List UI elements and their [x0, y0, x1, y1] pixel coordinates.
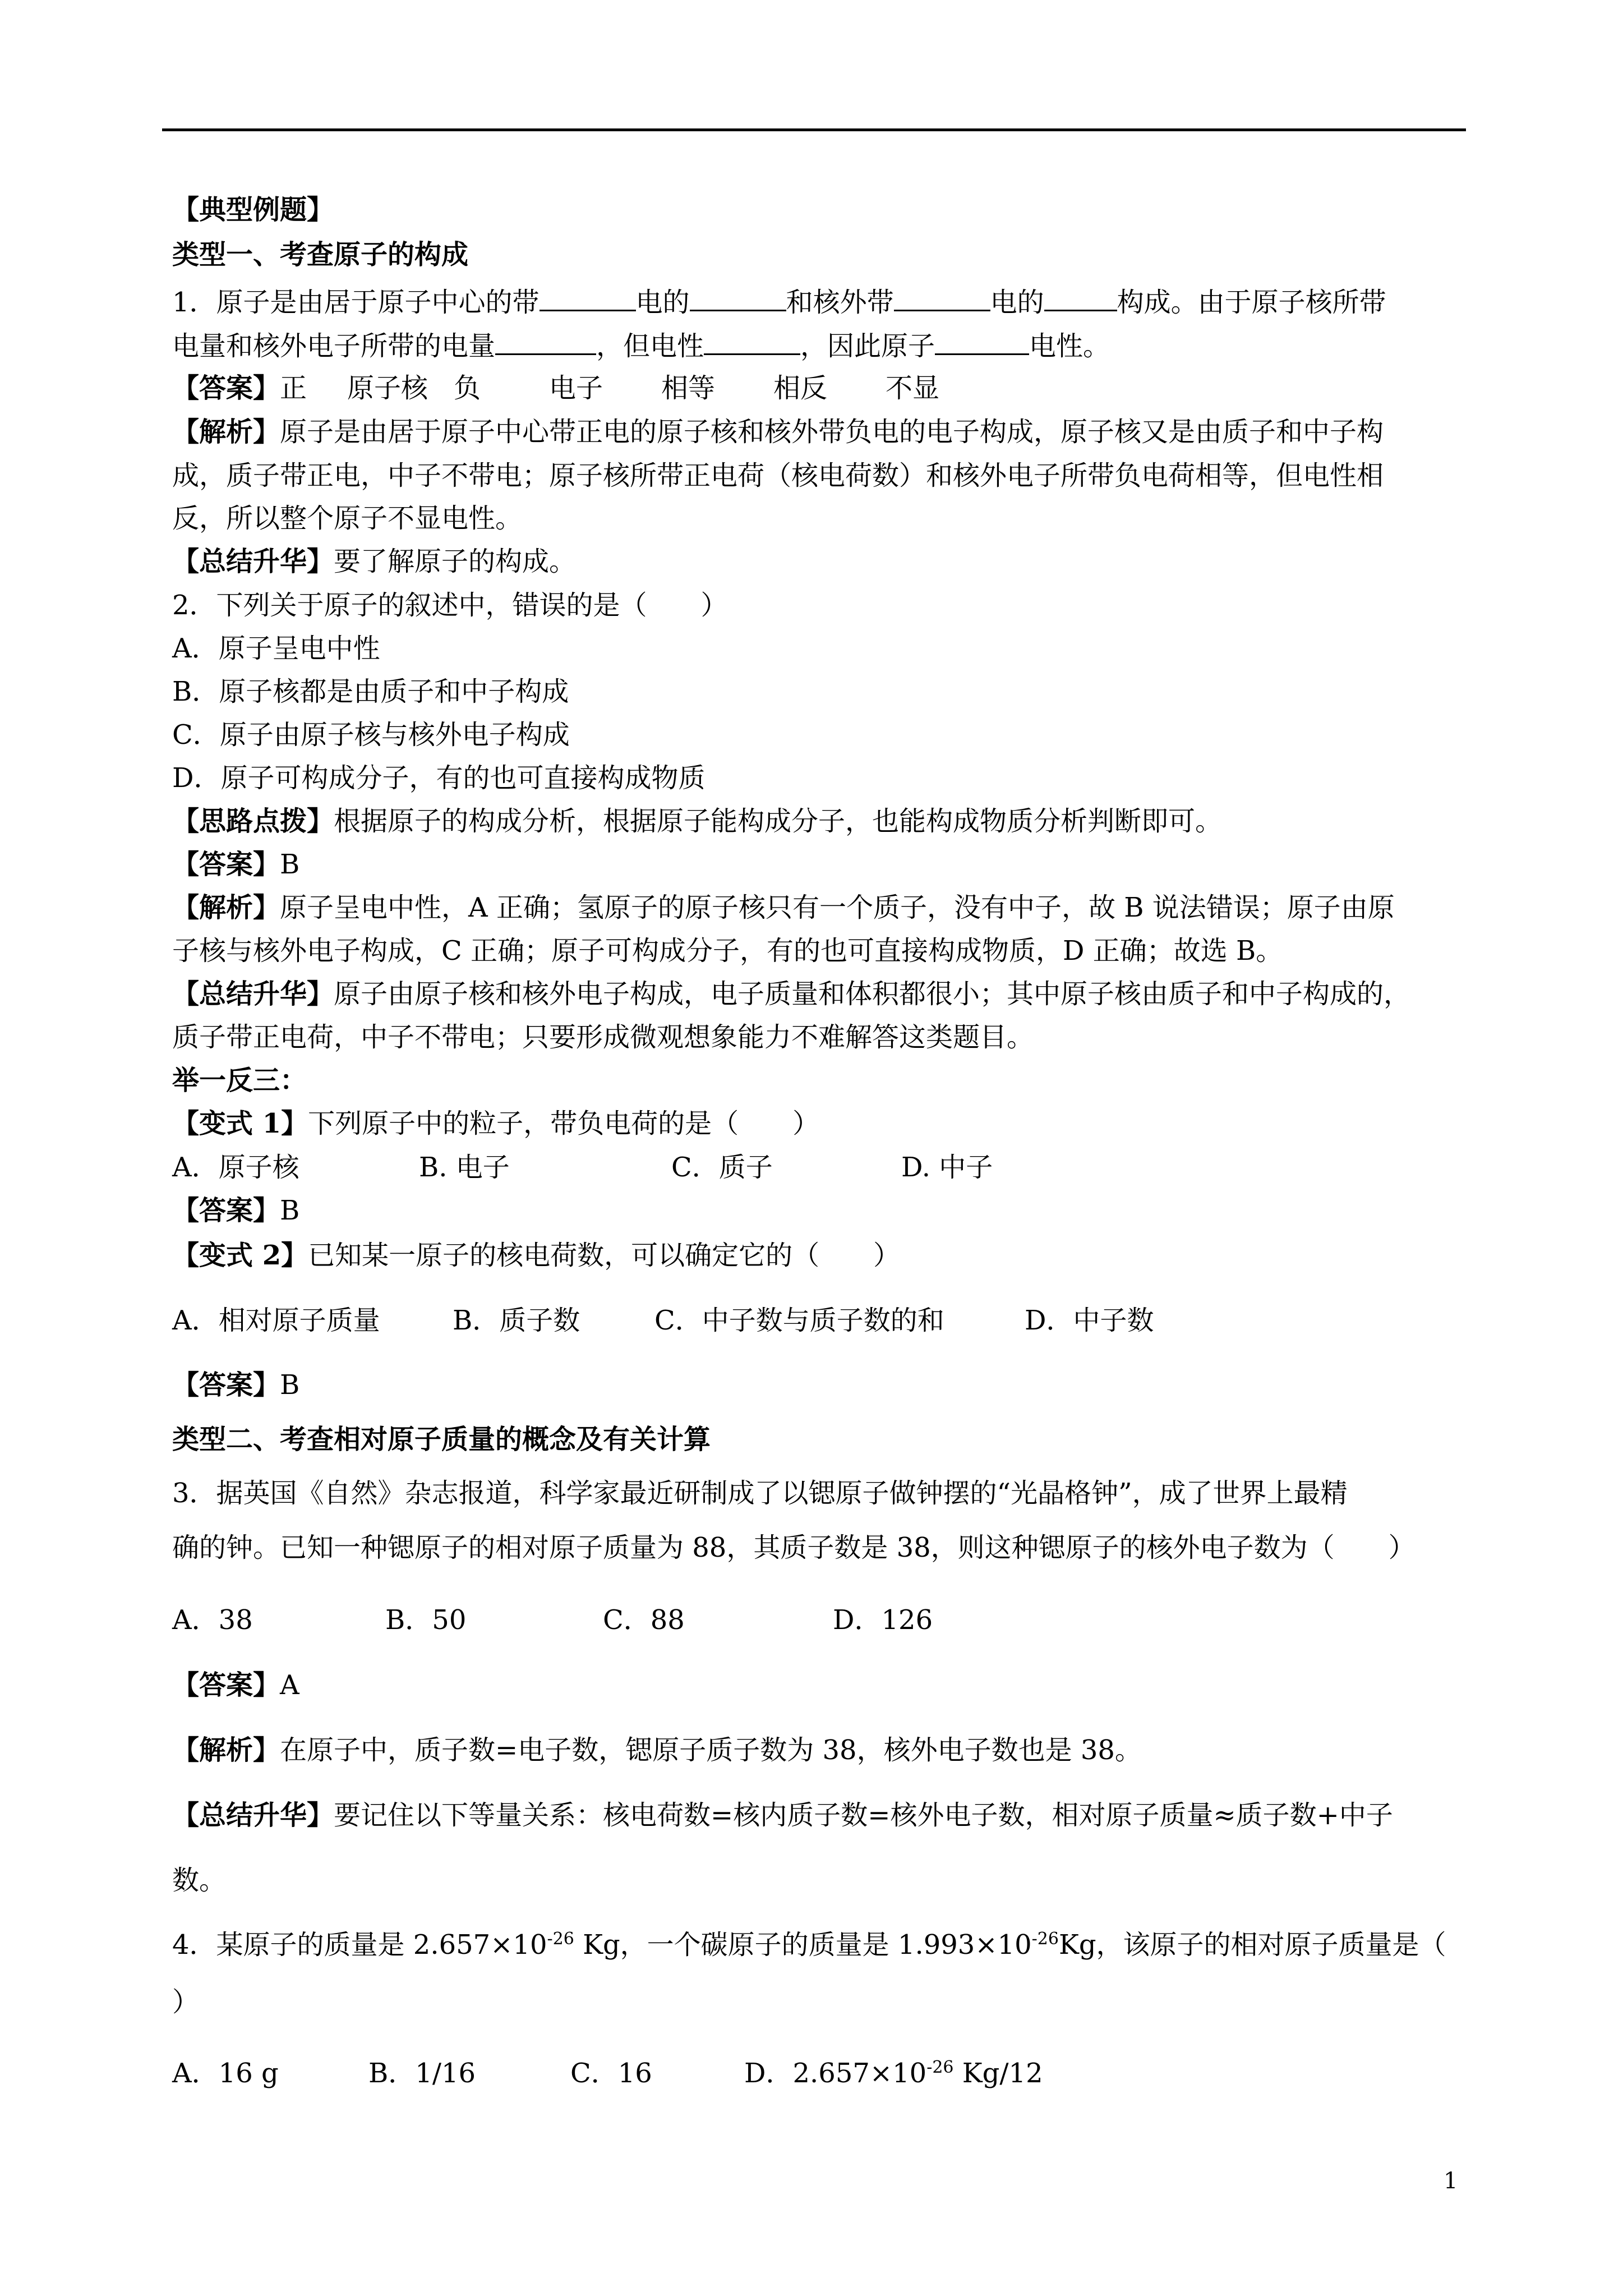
blank	[495, 331, 596, 355]
v2-option-d: D．中子数	[1025, 1305, 1154, 1336]
q4-option-d: D．$2.657\times 10^{-26}$ Kg/12	[744, 2058, 1043, 2089]
v1-option-a: A．原子核	[172, 1152, 299, 1183]
q3-answer: 【答案】A	[172, 1669, 299, 1701]
q2-stem: 2．下列关于原子的叙述中，错误的是（ ）	[172, 590, 728, 621]
q1-analysis-line3: 反，所以整个原子不显电性。	[172, 503, 523, 534]
q4-options	[172, 2060, 1043, 2087]
q1-analysis-line2: 成，质子带正电，中子不带电；原子核所带正电荷（核电荷数）和核外电子所带负电荷相等，但电性相	[172, 460, 1384, 491]
q1-answer: 【答案】正 原子核 负 电子 相等 相反 不显	[172, 372, 940, 404]
v1-option-c: C．质子	[671, 1152, 773, 1183]
q3-summary-line1: 【总结升华】要记住以下等量关系：核电荷数=核内质子数=核外电子数，相对原子质量≈质子数+中子	[172, 1800, 1393, 1831]
q2-option-d: D．原子可构成分子，有的也可直接构成物质	[172, 762, 706, 794]
blank	[690, 287, 786, 311]
blank	[540, 287, 636, 311]
q3-stem-line1: 3．据英国《自然》杂志报道，科学家最近研制成了以锶原子做钟摆的“光晶格钟”，成了世界上最精	[172, 1478, 1348, 1509]
type1-heading: 类型一、考查原子的构成	[172, 239, 469, 270]
q2-hint: 【思路点拨】根据原子的构成分析，根据原子能构成分子，也能构成物质分析判断即可。	[172, 806, 1223, 837]
q1-line1: 1．原子是由居于原子中心的带 电的 和核外带 电的 构成。由于原子核所带	[172, 287, 1386, 318]
q2-analysis-line2: 子核与核外电子构成，C 正确；原子可构成分子，有的也可直接构成物质，D 正确；故选 B。	[172, 935, 1283, 967]
q2-option-a: A．原子呈电中性	[172, 633, 380, 664]
q3-option-c: C．88	[603, 1604, 685, 1636]
q4-stem-close: ）	[172, 1986, 200, 2018]
q3-option-d: D．126	[833, 1604, 933, 1636]
q2-answer: 【答案】B	[172, 849, 300, 880]
q2-option-c: C．原子由原子核与核外电子构成	[172, 719, 570, 751]
q2-summary-line1: 【总结升华】原子由原子核和核外电子构成，电子质量和体积都很小；其中原子核由质子和中子构成的，	[172, 978, 1411, 1010]
section-heading: 【典型例题】	[172, 194, 334, 226]
q1-analysis-line1: 【解析】原子是由居于原子中心带正电的原子核和核外带负电的电子构成，原子核又是由质子和中子构	[172, 416, 1384, 448]
q1-line2: 电量和核外电子所带的电量 ，但电性 ，因此原子 电性。	[172, 330, 1110, 362]
q2-option-b: B．原子核都是由质子和中子构成	[172, 676, 569, 707]
v1-answer: 【答案】B	[172, 1195, 300, 1226]
q2-analysis-line1: 【解析】原子呈电中性，A 正确；氢原子的原子核只有一个质子，没有中子，故 B 说法错误；原子由原	[172, 892, 1395, 923]
v1-option-b: B. 电子	[419, 1152, 510, 1183]
q3-option-a: A．38	[172, 1604, 253, 1636]
v2-stem: 【变式 2】已知某一原子的核电荷数，可以确定它的（ ）	[172, 1240, 901, 1271]
header-rule	[162, 128, 1466, 131]
v1-option-d: D. 中子	[901, 1152, 993, 1183]
v2-option-a: A．相对原子质量	[172, 1305, 380, 1336]
q4-stem: 4．某原子的质量是 $2.657\times 10^{-26}$ Kg，一个碳原子的质量是 $1.993\times 10^{-26}Kg$，该原子的相对原子质量是（	[172, 1929, 1446, 1961]
q3-options	[172, 1604, 933, 1636]
blank	[935, 331, 1029, 355]
q1-summary: 【总结升华】要了解原子的构成。	[172, 546, 577, 577]
v1-stem: 【变式 1】下列原子中的粒子，带负电荷的是（ ）	[172, 1108, 820, 1139]
q2-summary-line2: 质子带正电荷，中子不带电；只要形成微观想象能力不难解答这类题目。	[172, 1022, 1034, 1053]
blank	[704, 331, 800, 355]
q3-analysis: 【解析】在原子中，质子数=电子数，锶原子质子数为 38，核外电子数也是 38。	[172, 1734, 1142, 1766]
q4-option-a: A．16 g	[172, 2058, 279, 2089]
v2-option-b: B．质子数	[453, 1305, 580, 1336]
page-number: 1	[1444, 2168, 1458, 2194]
q4-option-b: B．1/16	[368, 2058, 476, 2089]
blank	[894, 287, 990, 311]
practice-heading: 举一反三：	[172, 1065, 307, 1096]
q4-option-c: C．16	[570, 2058, 652, 2089]
q3-summary-line2: 数。	[172, 1865, 227, 1896]
type2-heading: 类型二、考查相对原子质量的概念及有关计算	[172, 1424, 711, 1455]
q3-option-b: B．50	[385, 1604, 467, 1636]
v1-options	[172, 1154, 993, 1181]
v2-answer: 【答案】B	[172, 1369, 300, 1401]
v2-option-c: C．中子数与质子数的和	[654, 1305, 944, 1336]
q3-stem-line2: 确的钟。已知一种锶原子的相对原子质量为 88，其质子数是 38，则这种锶原子的核外电子数为（ ）	[172, 1532, 1415, 1563]
v2-options	[172, 1307, 1154, 1334]
blank	[1044, 287, 1117, 311]
